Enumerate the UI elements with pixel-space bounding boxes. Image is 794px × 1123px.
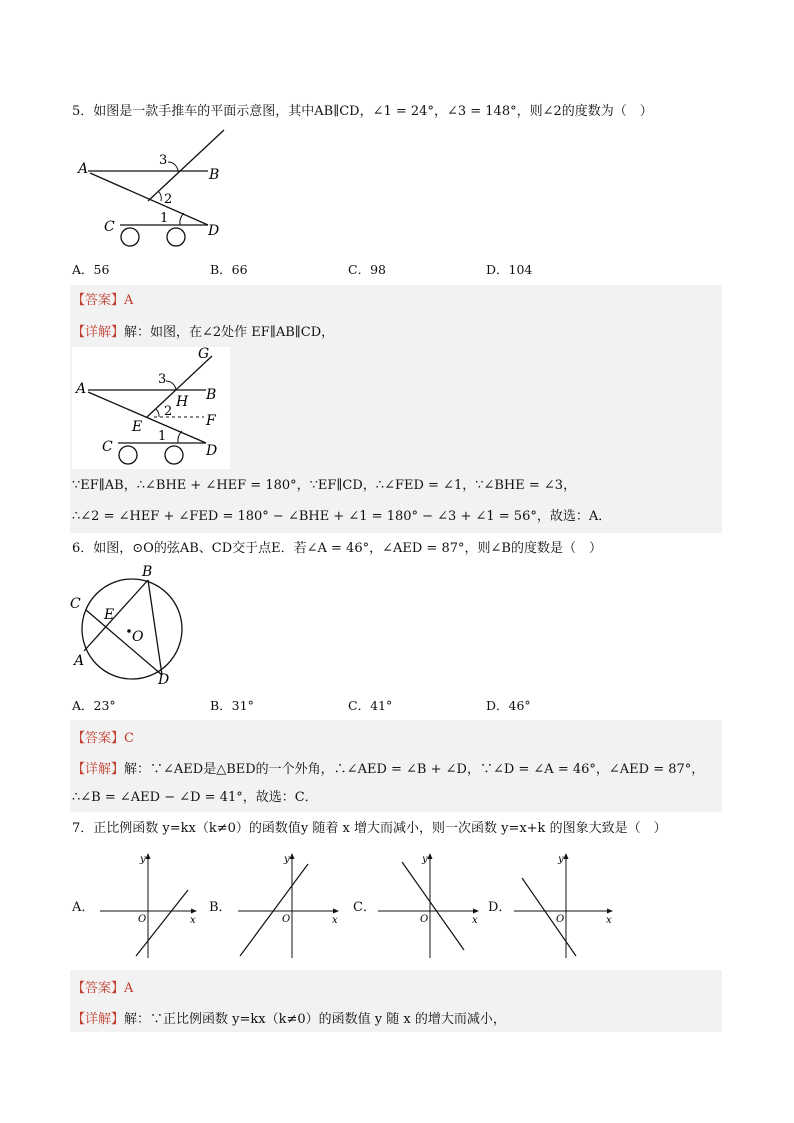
q7-graph-b — [234, 850, 344, 962]
q5-label-a: A — [78, 161, 89, 177]
q5-answer: A — [124, 293, 134, 308]
q7b-y-label: y — [284, 854, 290, 865]
q6-label-c: C — [70, 596, 81, 612]
q5-detail-tag: 【详解】 — [72, 325, 125, 340]
q7-option-c-letter: C． — [353, 900, 376, 915]
q7c-origin-label: O — [420, 914, 429, 925]
q7b-x-label: x — [332, 915, 338, 926]
q6-answer: C — [124, 731, 134, 746]
q6-detail-row — [72, 758, 704, 777]
q5d-label-f: F — [206, 413, 216, 429]
q7-detail-line1: 解：∵正比例函数 y=kx（k≠0）的函数值 y 随 x 的增大而减小， — [124, 1012, 506, 1027]
q7c-x-label: x — [472, 915, 478, 926]
q5-option-a: A．56 — [72, 262, 110, 277]
q5-label-b: B — [209, 167, 220, 183]
q6-option-c: C．41° — [348, 698, 393, 713]
q5-detail-figure — [72, 347, 230, 469]
q5d-angle-3: 3 — [158, 372, 167, 387]
q7d-x-label: x — [606, 915, 612, 926]
q7a-origin-label: O — [138, 914, 147, 925]
q5d-label-d: D — [206, 443, 218, 459]
q5-stem: 5．如图是一款手推车的平面示意图，其中AB∥CD，∠1 = 24°，∠3 = 148°，则∠2的度数为（ ） — [72, 104, 653, 119]
q5d-label-e: E — [132, 419, 143, 435]
q6-figure — [66, 565, 191, 687]
q5-option-c: C．98 — [348, 262, 386, 277]
q6-detail-line2: ∴∠B = ∠AED − ∠D = 41°，故选：C． — [72, 790, 318, 805]
q7-graph-d — [510, 850, 620, 962]
q5-detail-line3: ∴∠2 = ∠HEF + ∠FED = 180° − ∠BHE + ∠1 = 180° − ∠3 + ∠1 = 56°，故选：A． — [72, 509, 612, 524]
q7-detail-row — [72, 1008, 506, 1027]
q6-label-b: B — [142, 565, 153, 580]
q7a-x-label: x — [190, 915, 196, 926]
q7-graph-a — [96, 850, 206, 962]
q5-angle-2: 2 — [164, 192, 173, 207]
q7-graph-c — [374, 850, 484, 962]
q5-answer-tag: 【答案】 — [72, 293, 125, 308]
q5-detail-line1: 解：如图，在∠2处作 EF∥AB∥CD， — [124, 325, 335, 340]
q5-option-d: D．104 — [486, 262, 533, 277]
q5-figure — [74, 127, 234, 252]
q6-detail-tag: 【详解】 — [72, 762, 125, 777]
q6-option-d: D．46° — [486, 698, 531, 713]
q5-answer-row — [72, 289, 133, 308]
q5d-angle-2: 2 — [164, 404, 173, 419]
q7a-y-label: y — [140, 854, 146, 865]
q5d-label-h: H — [176, 394, 189, 410]
q7d-origin-label: O — [556, 914, 565, 925]
q5-detail-row — [72, 321, 334, 340]
q5d-label-b: B — [206, 387, 217, 403]
q7-option-d-letter: D． — [488, 900, 512, 915]
q6-answer-tag: 【答案】 — [72, 731, 125, 746]
q6-label-o: O — [132, 629, 144, 645]
q7-answer: A — [124, 981, 134, 996]
q7-answer-row — [72, 977, 133, 996]
q5d-label-c: C — [102, 439, 113, 455]
q5-label-c: C — [104, 219, 115, 235]
q6-answer-row — [72, 727, 134, 746]
q5d-label-a: A — [76, 381, 87, 397]
q7b-origin-label: O — [282, 914, 291, 925]
q6-label-d: D — [158, 672, 170, 687]
q5-label-d: D — [208, 223, 220, 239]
q6-label-a: A — [74, 653, 85, 669]
q5d-label-g: G — [198, 347, 210, 362]
q5d-angle-1: 1 — [158, 429, 167, 444]
q7-option-b-letter: B． — [209, 900, 232, 915]
q6-stem: 6．如图，⊙O的弦AB、CD交于点E．若∠A = 46°，∠AED = 87°，则∠B的度数是（ ） — [72, 541, 602, 556]
q6-option-b: B．31° — [210, 698, 254, 713]
q6-label-e: E — [104, 607, 115, 623]
q5-detail-line2: ∵EF∥AB，∴∠BHE + ∠HEF = 180°，∵EF∥CD，∴∠FED = ∠1，∵∠BHE = ∠3， — [72, 478, 577, 493]
q7-answer-tag: 【答案】 — [72, 981, 125, 996]
q7c-y-label: y — [422, 854, 428, 865]
q7-option-a-letter: A． — [72, 900, 95, 915]
q5-angle-1: 1 — [160, 211, 169, 226]
q5-angle-3: 3 — [159, 153, 168, 168]
q6-option-a: A．23° — [72, 698, 116, 713]
q7-detail-tag: 【详解】 — [72, 1012, 125, 1027]
q5-option-b: B．66 — [210, 262, 248, 277]
q6-detail-line1: 解：∵∠AED是△BED的一个外角，∴∠AED = ∠B + ∠D，∵∠D = ∠A = 46°，∠AED = 87°， — [124, 762, 705, 777]
q7-stem: 7．正比例函数 y=kx（k≠0）的函数值y 随着 x 增大而减小，则一次函数 y=x+k 的图象大致是（ ） — [72, 821, 667, 836]
q7d-y-label: y — [558, 854, 564, 865]
